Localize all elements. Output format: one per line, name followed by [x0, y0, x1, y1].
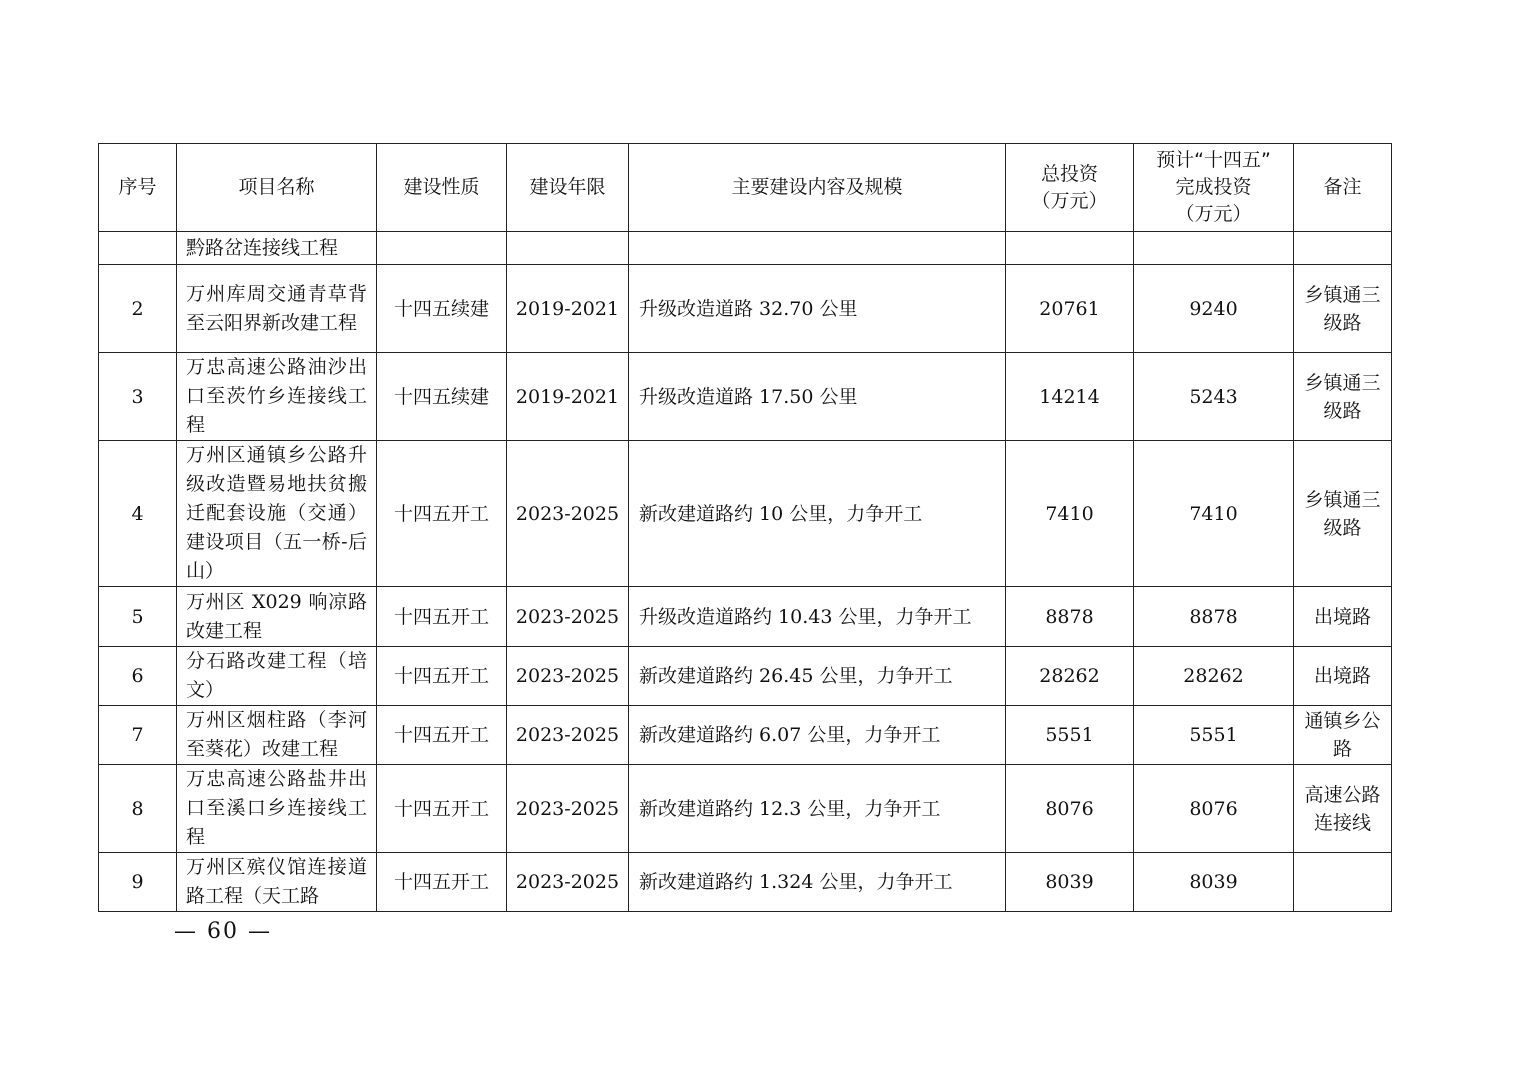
cell-total: 14214 [1006, 353, 1134, 441]
cell-nature: 十四五续建 [377, 265, 507, 353]
cell-name: 万州区 X029 响凉路改建工程 [177, 587, 377, 647]
cell-seq: 4 [99, 441, 177, 587]
cell-content [629, 232, 1006, 265]
cell-seq: 8 [99, 765, 177, 853]
cell-note: 出境路 [1294, 587, 1392, 647]
header-seq: 序号 [99, 144, 177, 232]
cell-period: 2019-2021 [507, 265, 629, 353]
cell-content: 升级改造道路 32.70 公里 [629, 265, 1006, 353]
cell-content: 新改建道路约 1.324 公里，力争开工 [629, 853, 1006, 912]
cell-nature [377, 232, 507, 265]
cell-period: 2019-2021 [507, 353, 629, 441]
cell-note: 乡镇通三级路 [1294, 441, 1392, 587]
cell-content: 升级改造道路约 10.43 公里，力争开工 [629, 587, 1006, 647]
cell-seq: 7 [99, 706, 177, 765]
cell-total: 20761 [1006, 265, 1134, 353]
cell-nature: 十四五开工 [377, 765, 507, 853]
header-nature: 建设性质 [377, 144, 507, 232]
cell-nature: 十四五续建 [377, 353, 507, 441]
cell-name: 万忠高速公路盐井出口至溪口乡连接线工程 [177, 765, 377, 853]
table-row [99, 587, 1392, 647]
table-row [99, 706, 1392, 765]
cell-seq [99, 232, 177, 265]
header-total-investment: 总投资 （万元） [1006, 144, 1134, 232]
table-body [99, 232, 1392, 912]
cell-expected: 9240 [1134, 265, 1294, 353]
cell-name: 万州区烟柱路（李河至葵花）改建工程 [177, 706, 377, 765]
cell-seq: 3 [99, 353, 177, 441]
cell-note: 乡镇通三级路 [1294, 353, 1392, 441]
cell-total: 7410 [1006, 441, 1134, 587]
cell-nature: 十四五开工 [377, 441, 507, 587]
cell-name: 黔路岔连接线工程 [177, 232, 377, 265]
cell-expected: 5551 [1134, 706, 1294, 765]
cell-expected: 8878 [1134, 587, 1294, 647]
cell-nature: 十四五开工 [377, 647, 507, 706]
cell-content: 升级改造道路 17.50 公里 [629, 353, 1006, 441]
cell-total: 28262 [1006, 647, 1134, 706]
cell-seq: 9 [99, 853, 177, 912]
header-period: 建设年限 [507, 144, 629, 232]
cell-content: 新改建道路约 6.07 公里，力争开工 [629, 706, 1006, 765]
cell-name: 分石路改建工程（培文） [177, 647, 377, 706]
cell-name: 万州区殡仪馆连接道路工程（天工路 [177, 853, 377, 912]
cell-expected: 8076 [1134, 765, 1294, 853]
table-row [99, 265, 1392, 353]
cell-content: 新改建道路约 10 公里，力争开工 [629, 441, 1006, 587]
table-row [99, 232, 1392, 265]
cell-period: 2023-2025 [507, 441, 629, 587]
cell-content: 新改建道路约 12.3 公里，力争开工 [629, 765, 1006, 853]
page-number: — 60 — [174, 919, 272, 944]
project-table [98, 143, 1392, 912]
cell-nature: 十四五开工 [377, 706, 507, 765]
cell-expected: 7410 [1134, 441, 1294, 587]
cell-note [1294, 853, 1392, 912]
cell-expected [1134, 232, 1294, 265]
cell-name: 万州库周交通青草背至云阳界新改建工程 [177, 265, 377, 353]
cell-note: 出境路 [1294, 647, 1392, 706]
cell-name: 万忠高速公路油沙出口至茨竹乡连接线工程 [177, 353, 377, 441]
cell-content: 新改建道路约 26.45 公里，力争开工 [629, 647, 1006, 706]
cell-period [507, 232, 629, 265]
cell-seq: 2 [99, 265, 177, 353]
table-row [99, 853, 1392, 912]
cell-total: 8878 [1006, 587, 1134, 647]
header-note: 备注 [1294, 144, 1392, 232]
table-header-row [99, 144, 1392, 232]
cell-period: 2023-2025 [507, 853, 629, 912]
cell-seq: 6 [99, 647, 177, 706]
header-content: 主要建设内容及规模 [629, 144, 1006, 232]
cell-note: 通镇乡公路 [1294, 706, 1392, 765]
cell-name: 万州区通镇乡公路升级改造暨易地扶贫搬迁配套设施（交通）建设项目（五一桥-后山） [177, 441, 377, 587]
cell-total: 5551 [1006, 706, 1134, 765]
cell-note: 高速公路连接线 [1294, 765, 1392, 853]
table-row [99, 353, 1392, 441]
cell-period: 2023-2025 [507, 706, 629, 765]
cell-period: 2023-2025 [507, 587, 629, 647]
cell-expected: 5243 [1134, 353, 1294, 441]
cell-note: 乡镇通三级路 [1294, 265, 1392, 353]
cell-total: 8039 [1006, 853, 1134, 912]
cell-seq: 5 [99, 587, 177, 647]
table-row [99, 441, 1392, 587]
header-expected-investment: 预计“十四五” 完成投资 （万元） [1134, 144, 1294, 232]
cell-nature: 十四五开工 [377, 853, 507, 912]
table-row [99, 647, 1392, 706]
cell-nature: 十四五开工 [377, 587, 507, 647]
cell-total: 8076 [1006, 765, 1134, 853]
cell-note [1294, 232, 1392, 265]
cell-expected: 28262 [1134, 647, 1294, 706]
cell-period: 2023-2025 [507, 765, 629, 853]
cell-period: 2023-2025 [507, 647, 629, 706]
table-row [99, 765, 1392, 853]
cell-total [1006, 232, 1134, 265]
cell-expected: 8039 [1134, 853, 1294, 912]
header-name: 项目名称 [177, 144, 377, 232]
